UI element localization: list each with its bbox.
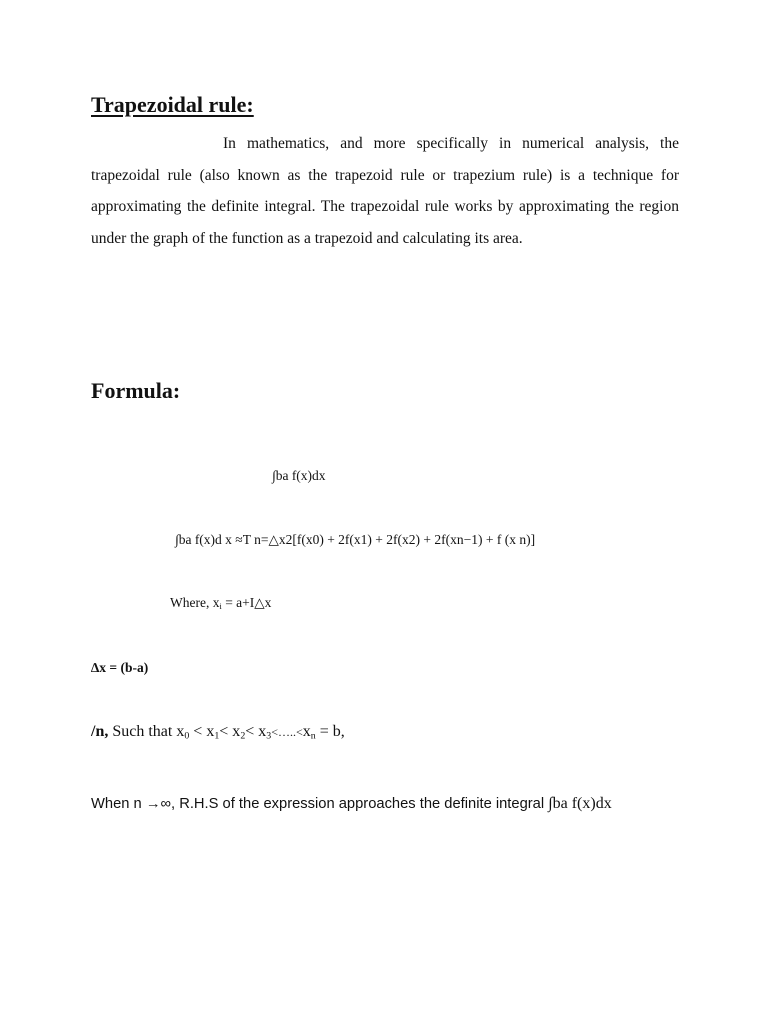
- intro-paragraph: In mathematics, and more specifically in numerical analysis, the trapezoidal rule (also known as the trapezoid rule or trapezium rule) is a technique for approximating the definite integral. The trapezoidal rule works by approximating the region under the graph of the function as a trapezoid and calculating its area.: [91, 135, 679, 247]
- seq-sub-1: 1: [214, 730, 220, 742]
- limit-integral: ∫ba f(x)dx: [548, 795, 612, 812]
- seq-end: = b,: [315, 723, 345, 740]
- seq-x0: x: [176, 723, 185, 740]
- seq-sub-n: n: [310, 730, 316, 742]
- heading-trapezoidal-rule: Trapezoidal rule:: [91, 92, 254, 117]
- where-subscript: i: [219, 602, 222, 612]
- seq-lt-3: < x: [245, 723, 267, 740]
- seq-sub-2: 2: [240, 730, 246, 742]
- heading-formula: Formula:: [91, 378, 181, 403]
- limit-text: When n →∞, R.H.S of the expression approaches the definite integral: [91, 796, 549, 812]
- seq-dots: <…..<: [271, 725, 303, 739]
- such-that-line: [91, 723, 345, 741]
- limit-line: [91, 795, 612, 813]
- formula-integral: ∫ba f(x)dx: [272, 468, 326, 483]
- such-that-text: Such that: [108, 723, 177, 740]
- such-that-bold: /n,: [91, 723, 109, 740]
- seq-lt-2: < x: [219, 723, 241, 740]
- seq-xn: x: [302, 723, 311, 740]
- seq-lt-1: < x: [189, 723, 215, 740]
- formula-approximation: ∫ba f(x)d x ≈T n=△x2[f(x0) + 2f(x1) + 2f(x2) + 2f(xn−1) + f (x n)]: [175, 532, 536, 547]
- delta-x-line: ∆x = (b-a): [91, 660, 149, 675]
- where-prefix: Where, x: [170, 595, 220, 610]
- where-line: [170, 595, 271, 611]
- seq-sub-3: 3: [266, 730, 272, 742]
- seq-sub-0: 0: [184, 730, 190, 742]
- where-suffix: = a+I△x: [221, 595, 272, 610]
